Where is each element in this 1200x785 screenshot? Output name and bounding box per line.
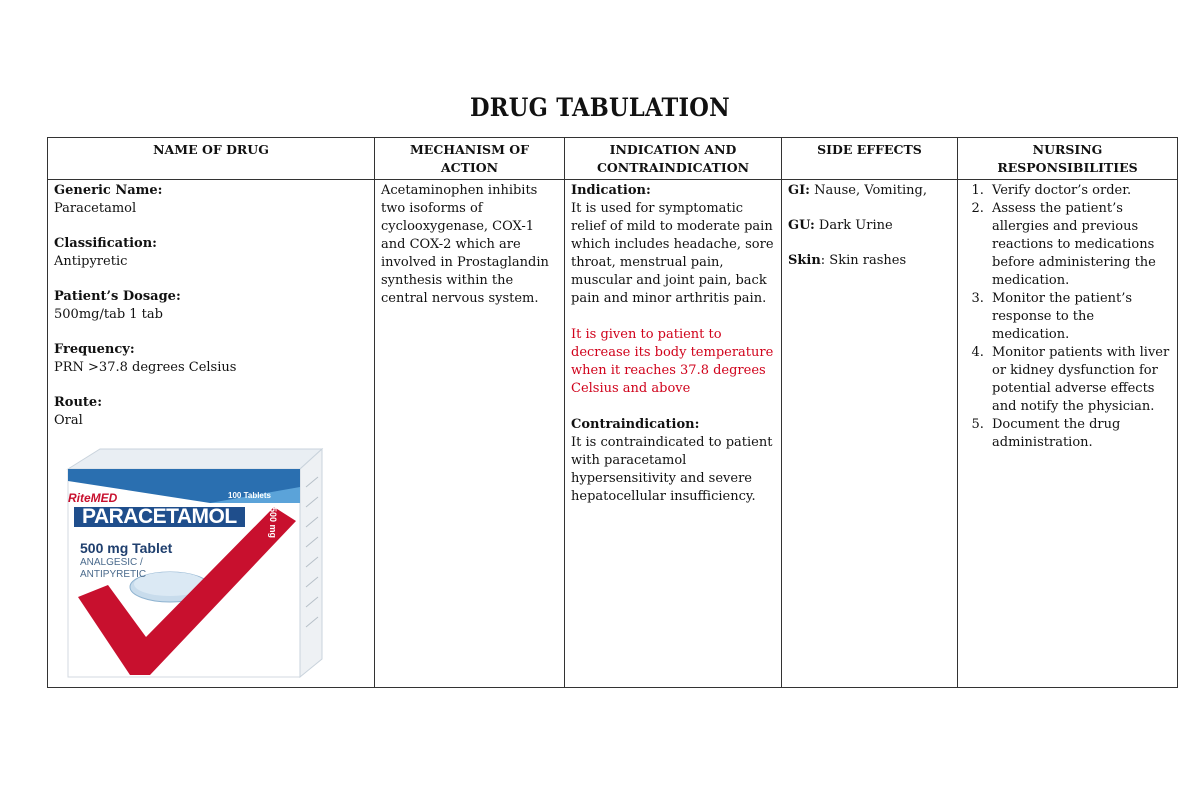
gi-label: GI:: [788, 183, 810, 198]
indication-cell: [565, 180, 782, 688]
mechanism-cell: [375, 180, 565, 688]
frequency-label: Frequency:: [54, 342, 135, 357]
side-effect-gi: [788, 182, 951, 200]
nursing-cell: [958, 180, 1178, 688]
table-row: [48, 180, 1178, 688]
route-value: Oral: [54, 413, 83, 428]
header-indication: INDICATION AND CONTRAINDICATION: [565, 138, 782, 180]
skin-label: Skin: [788, 253, 821, 268]
product-box-image: [60, 447, 352, 685]
route-label: Route:: [54, 395, 103, 410]
list-item: 4. Monitor patients with liver or kidney dysfunction for potential adverse effects and notify the physician.: [988, 344, 1171, 416]
side-effect-skin: [788, 252, 951, 270]
product-brand: RiteMED: [68, 491, 118, 505]
product-category-line2: ANTIPYRETIC: [80, 569, 147, 580]
indication-label: Indication:: [571, 183, 651, 198]
product-count: 100 Tablets: [228, 491, 271, 500]
gu-label: GU:: [788, 218, 815, 233]
side-effect-gu: [788, 217, 951, 235]
contraindication-label: Contraindication:: [571, 417, 700, 432]
product-side-strength: 500 mg: [268, 507, 278, 539]
drug-cell: [48, 180, 375, 688]
classification-value: Antipyretic: [54, 254, 128, 269]
gi-value: Nause, Vomiting,: [809, 183, 927, 198]
route-block: [54, 394, 368, 430]
nursing-list: [964, 182, 1171, 452]
classification-block: [54, 235, 368, 271]
frequency-block: [54, 341, 368, 377]
gu-value: Dark Urine: [814, 218, 893, 233]
product-category-line1: ANALGESIC /: [80, 557, 143, 568]
list-item: 1. Verify doctor’s order.: [988, 182, 1171, 200]
header-nursing: NURSING RESPONSIBILITIES: [958, 138, 1178, 180]
dosage-label: Patient’s Dosage:: [54, 289, 181, 304]
indication-red-note: It is given to patient to decrease its body temperature when it reaches 37.8 degrees Celsius and above: [571, 327, 774, 396]
skin-value: : Skin rashes: [820, 253, 907, 268]
generic-name-block: [54, 182, 368, 218]
side-effects-cell: [782, 180, 958, 688]
header-row: [48, 138, 1178, 180]
contraindication-text: It is contraindicated to patient with paracetamol hypersensitivity and severe hepatocellular insufficiency.: [571, 435, 773, 504]
list-item: 2. Assess the patient’s allergies and previous reactions to medications before administering the medication.: [988, 200, 1171, 290]
product-category: [80, 557, 146, 581]
header-mechanism: MECHANISM OF ACTION: [375, 138, 565, 180]
list-item: 5. Document the drug administration.: [988, 416, 1171, 452]
list-item: 3. Monitor the patient’s response to the medication.: [988, 290, 1171, 344]
drug-tabulation-table: [47, 137, 1178, 688]
frequency-value: PRN >37.8 degrees Celsius: [54, 360, 237, 375]
dosage-value: 500mg/tab 1 tab: [54, 307, 163, 322]
product-name: PARACETAMOL: [74, 507, 245, 527]
dosage-block: [54, 288, 368, 324]
classification-label: Classification:: [54, 236, 157, 251]
header-name-of-drug: NAME OF DRUG: [48, 138, 375, 180]
indication-text: It is used for symptomatic relief of mild to moderate pain which includes headache, sore throat, menstrual pain, muscular and joint pain, back pain and minor arthritis pain.: [571, 201, 774, 306]
mechanism-text: Acetaminophen inhibits two isoforms of cyclooxygenase, COX-1 and COX-2 which are involved in Prostaglandin synthesis within the central nervous system.: [381, 183, 549, 306]
page-title: DRUG TABULATION: [469, 93, 731, 122]
product-strength: 500 mg Tablet: [80, 540, 173, 556]
generic-name-value: Paracetamol: [54, 201, 137, 216]
header-side-effects: SIDE EFFECTS: [782, 138, 958, 180]
generic-name-label: Generic Name:: [54, 183, 163, 198]
